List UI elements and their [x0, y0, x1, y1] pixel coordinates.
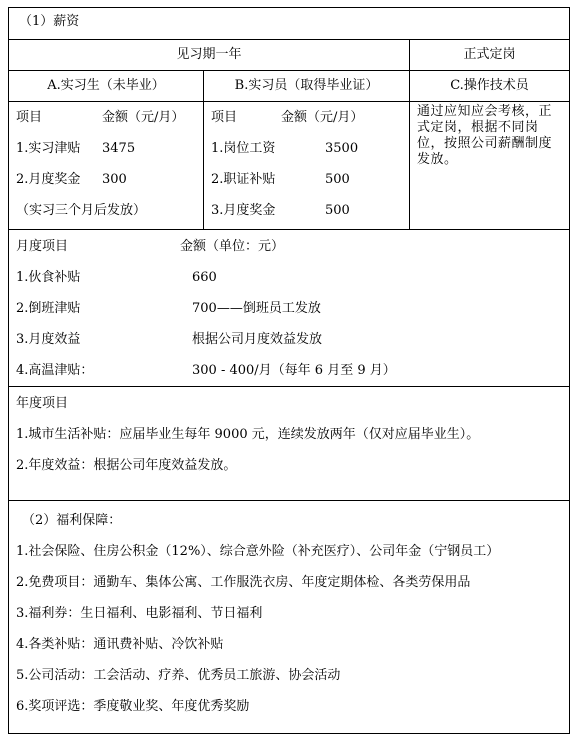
col-a-row	[16, 133, 203, 164]
welfare-row: 1.社会保险、住房公积金（12%）、综合意外险（补充医疗）、公司年金（宁钢员工）	[16, 544, 500, 559]
col-a-cell	[9, 102, 204, 230]
col-a-amount-header: 金额（元/月）	[102, 110, 185, 125]
col-a-row-amount: 300	[102, 172, 127, 187]
monthly-amount-header: 金额（单位：元）	[180, 239, 285, 254]
col-b-row	[211, 133, 409, 164]
welfare-cell	[9, 501, 570, 734]
monthly-header-row	[16, 231, 569, 262]
welfare-row: 6.奖项评选：季度敬业奖、年度优秀奖励	[16, 699, 250, 714]
monthly-row-item: 3.月度效益	[16, 332, 81, 347]
monthly-row	[16, 355, 569, 386]
welfare-row: 3.福利券：生日福利、电影福利、节日福利	[16, 606, 263, 621]
monthly-row-amount: 660	[192, 270, 217, 285]
salary-heading: （1）薪资	[9, 8, 570, 40]
monthly-row	[16, 262, 569, 293]
col-a-title: A.实习生（未毕业）	[9, 71, 204, 102]
col-b-item-header: 项目	[211, 110, 238, 125]
welfare-heading: （2）福利保障：	[22, 513, 122, 528]
annual-row: 2.年度效益：根据公司年度效益发放。	[16, 458, 237, 473]
col-b-header-row	[211, 102, 409, 133]
col-a-header-row	[16, 102, 203, 133]
col-c-description: 通过应知应会考核，正式定岗，根据不同岗位，按照公司薪酬制度发放。	[410, 102, 570, 230]
monthly-items-cell	[9, 230, 570, 387]
formal-header: 正式定岗	[410, 40, 570, 71]
col-a-row-item: 1.实习津贴	[16, 141, 81, 156]
annual-heading: 年度项目	[16, 396, 69, 411]
col-b-row-item: 1.岗位工资	[211, 141, 276, 156]
col-a-row-amount: 3475	[102, 141, 136, 156]
col-b-row-item: 3.月度奖金	[211, 203, 276, 218]
col-a-row	[16, 164, 203, 195]
col-b-row-amount: 500	[325, 203, 350, 218]
compensation-table	[8, 7, 570, 734]
col-b-row-amount: 3500	[325, 141, 359, 156]
monthly-item-header: 月度项目	[16, 239, 69, 254]
probation-header: 见习期一年	[9, 40, 410, 71]
monthly-row-item: 1.伙食补贴	[16, 270, 81, 285]
welfare-row: 2.免费项目：通勤车、集体公寓、工作服洗衣房、年度定期体检、各类劳保用品	[16, 575, 471, 590]
col-b-cell	[204, 102, 410, 230]
monthly-row-item: 2.倒班津贴	[16, 301, 81, 316]
col-b-row-item: 2.职证补贴	[211, 172, 276, 187]
monthly-row-amount: 300 - 400/月（每年 6 月至 9 月）	[192, 363, 396, 378]
welfare-row: 4.各类补贴：通讯费补贴、冷饮补贴	[16, 637, 224, 652]
col-a-note: （实习三个月后发放）	[16, 203, 147, 218]
col-b-title: B.实习员（取得毕业证）	[204, 71, 410, 102]
col-b-row-amount: 500	[325, 172, 350, 187]
col-a-row-item: 2.月度奖金	[16, 172, 81, 187]
col-b-row	[211, 195, 409, 226]
monthly-row-amount: 700——倒班员工发放	[192, 301, 321, 316]
monthly-row-amount: 根据公司月度效益发放	[192, 332, 323, 347]
annual-items-cell	[9, 387, 570, 501]
monthly-row-item: 4.高温津贴：	[16, 363, 94, 378]
annual-row: 1.城市生活补贴：应届毕业生每年 9000 元，连续发放两年（仅对应届毕业生）。	[16, 427, 480, 442]
col-b-amount-header: 金额（元/月）	[281, 110, 364, 125]
monthly-row	[16, 293, 569, 324]
welfare-row: 5.公司活动：工会活动、疗养、优秀员工旅游、协会活动	[16, 668, 341, 683]
col-b-row	[211, 164, 409, 195]
col-c-title: C.操作技术员	[410, 71, 570, 102]
monthly-row	[16, 324, 569, 355]
col-a-item-header: 项目	[16, 110, 43, 125]
